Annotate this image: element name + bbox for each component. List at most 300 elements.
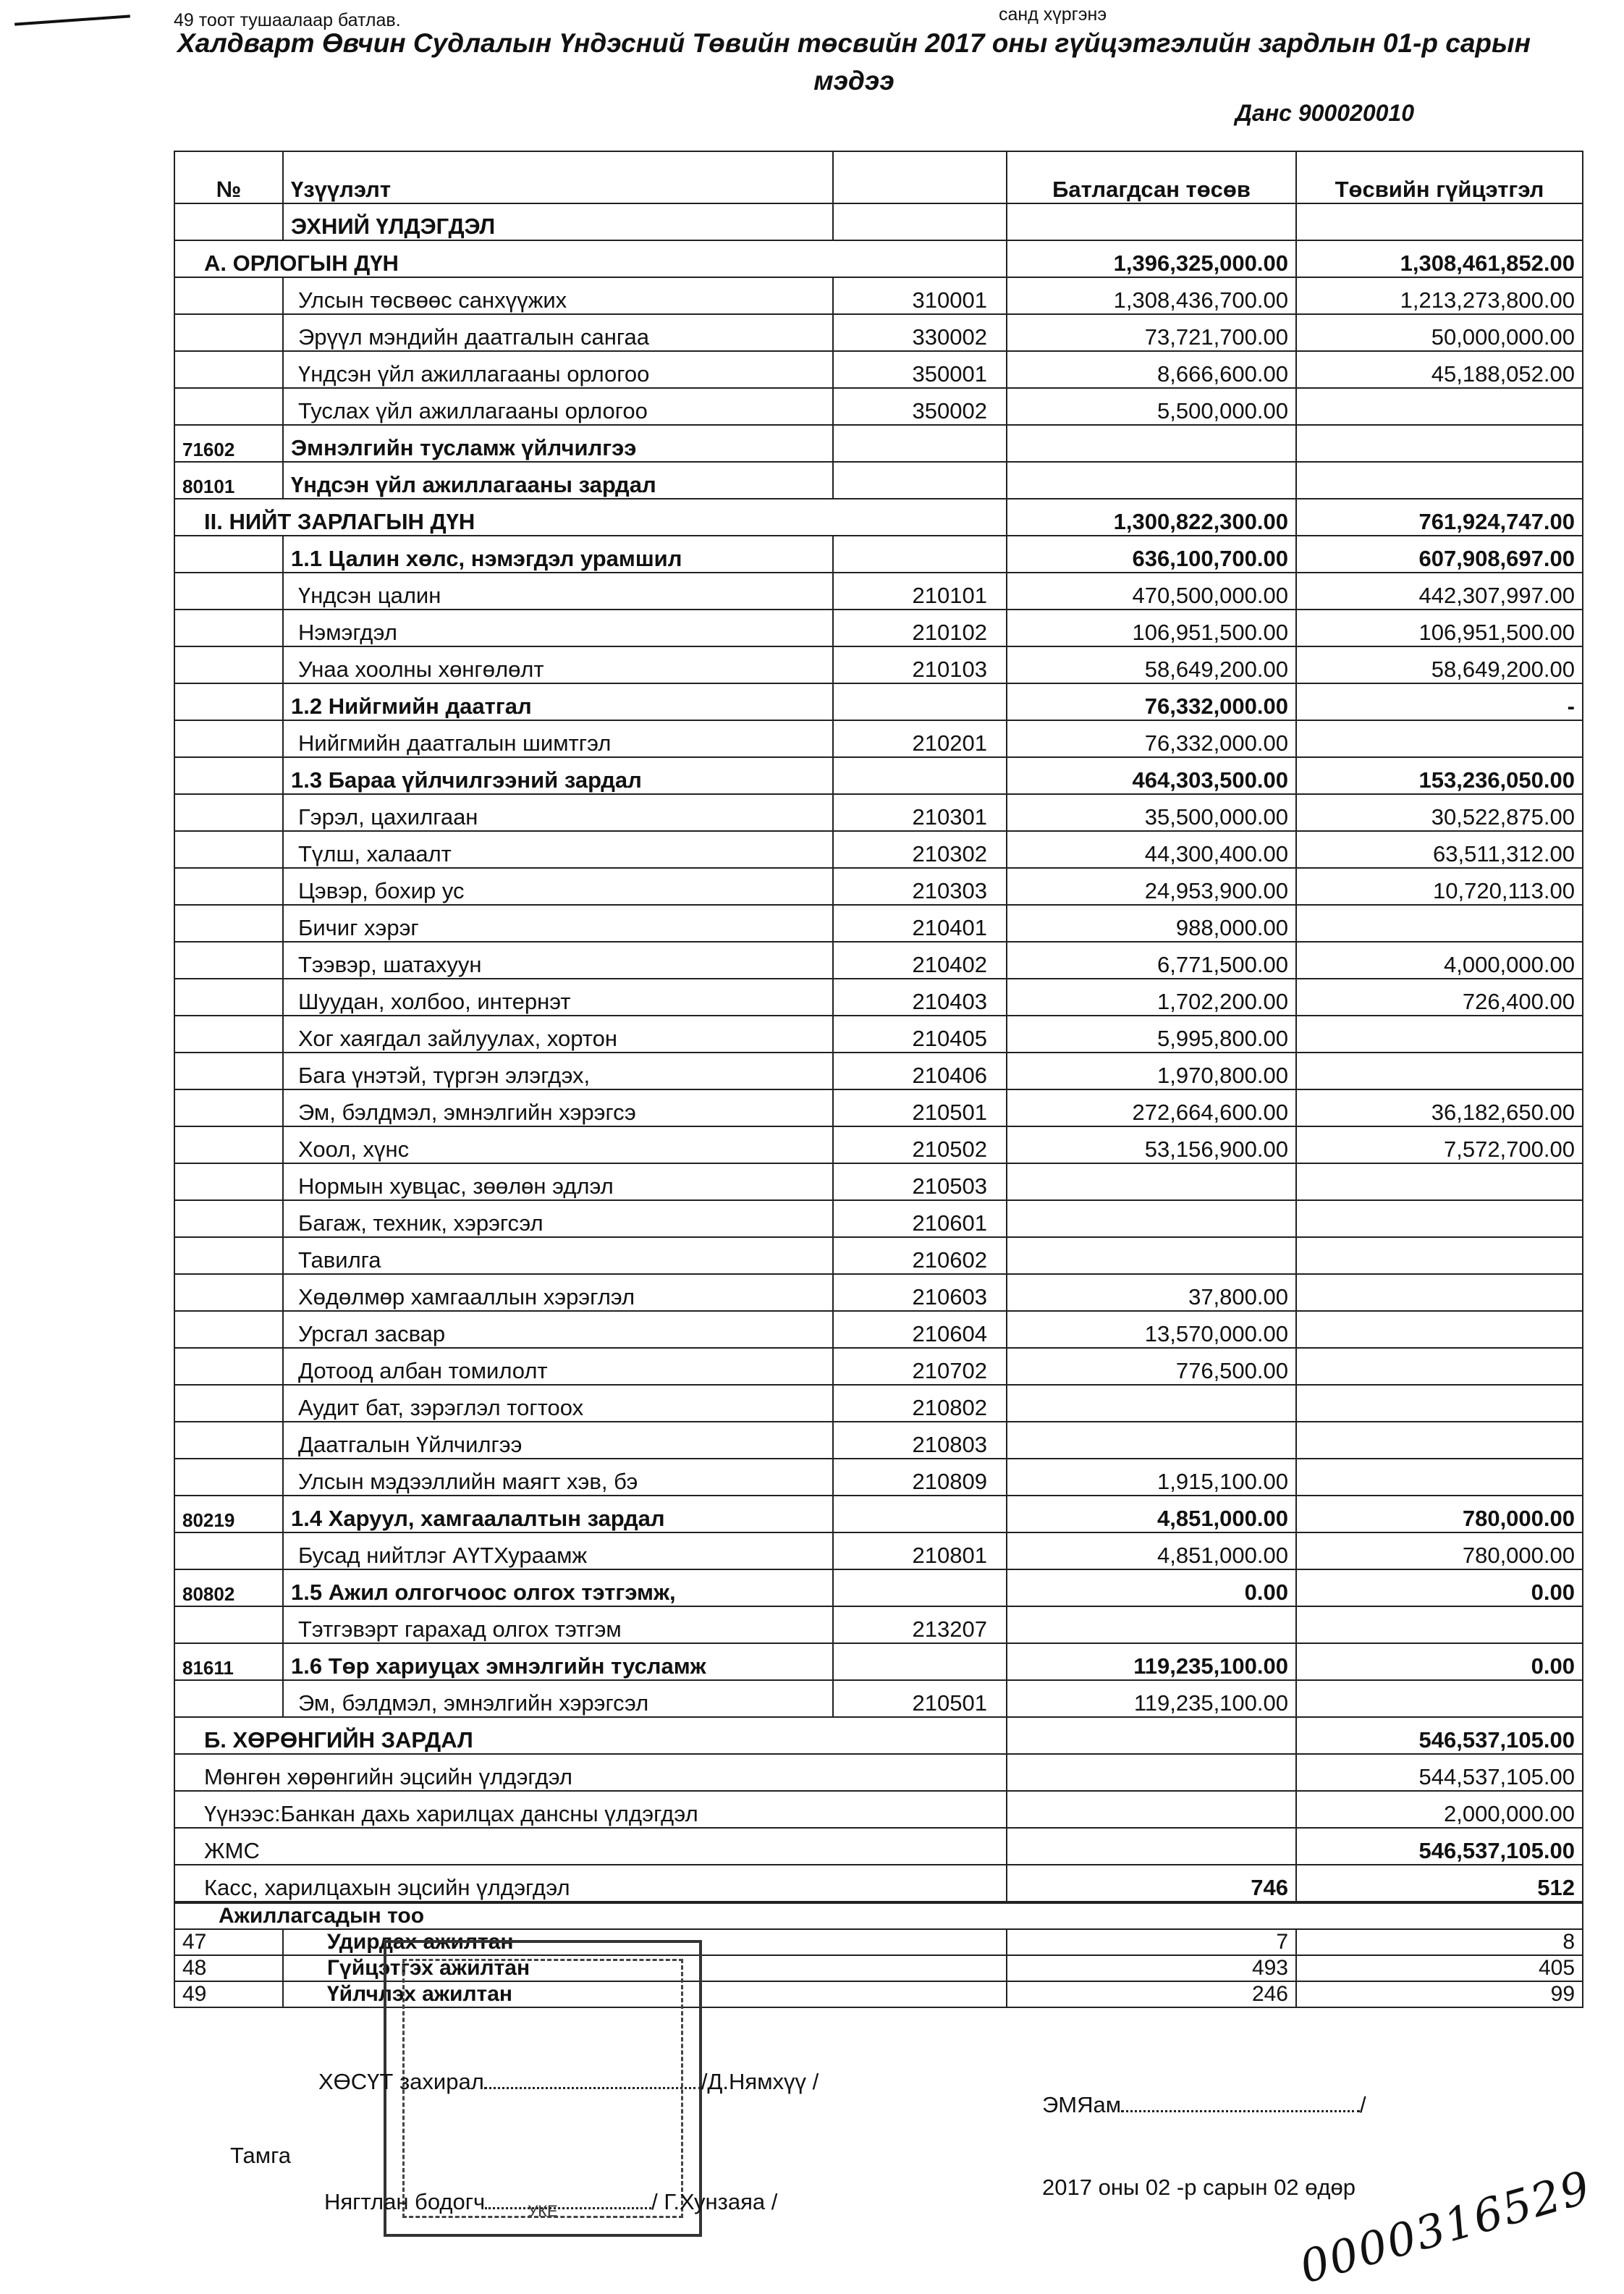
row-approved [1007, 1754, 1296, 1791]
row-number [174, 757, 283, 794]
row-indicator: 1.4 Харуул, хамгаалалтын зардал [283, 1496, 833, 1532]
row-indicator: 1.2 Нийгмийн даатгал [283, 683, 833, 720]
staff-approved: 7 [1007, 1929, 1296, 1955]
director-name: /Д.Нямхүү / [701, 2069, 819, 2094]
row-number [174, 1126, 283, 1163]
row-number [174, 277, 283, 314]
row-code: 210502 [833, 1126, 1007, 1163]
row-number [174, 388, 283, 425]
row-number [174, 536, 283, 573]
row-number [174, 1532, 283, 1569]
table-row [174, 831, 1583, 868]
row-approved [1007, 462, 1296, 499]
staff-approved: 493 [1007, 1955, 1296, 1981]
row-actual [1296, 1459, 1583, 1496]
row-indicator: Эм, бэлдмэл, эмнэлгийн хэрэгсэ [283, 1089, 833, 1126]
row-actual [1296, 1163, 1583, 1200]
row-actual: 106,951,500.00 [1296, 610, 1583, 646]
row-indicator: Мөнгөн хөрөнгийн эцсийн үлдэгдэл [174, 1754, 1007, 1791]
table-row [174, 1828, 1583, 1865]
row-number [174, 720, 283, 757]
staff-title-row [174, 1903, 1583, 1929]
row-indicator: Бага үнэтэй, түргэн элэгдэх, [283, 1053, 833, 1089]
table-row [174, 1053, 1583, 1089]
table-row [174, 1311, 1583, 1348]
row-indicator: Багаж, техник, хэрэгсэл [283, 1200, 833, 1237]
row-code: 210501 [833, 1680, 1007, 1717]
staff-actual: 99 [1296, 1981, 1583, 2007]
row-indicator: 1.1 Цалин хөлс, нэмэгдэл урамшил [283, 536, 833, 573]
row-code: 210403 [833, 979, 1007, 1016]
row-number [174, 979, 283, 1016]
row-indicator: Цэвэр, бохир ус [283, 868, 833, 905]
row-number [174, 1274, 283, 1311]
row-number [174, 831, 283, 868]
director-signature-line [318, 2069, 819, 2095]
accountant-label: Нягтлан бодогч [324, 2189, 486, 2214]
row-actual [1296, 1311, 1583, 1348]
row-code: 210603 [833, 1274, 1007, 1311]
table-row [174, 1126, 1583, 1163]
row-approved: 13,570,000.00 [1007, 1311, 1296, 1348]
row-approved: 776,500.00 [1007, 1348, 1296, 1385]
row-indicator: Үүнээс:Банкан дахь харилцах дансны үлдэгдэл [174, 1791, 1007, 1828]
row-actual: 0.00 [1296, 1643, 1583, 1680]
row-actual: - [1296, 683, 1583, 720]
table-row [174, 499, 1583, 536]
row-number: 80219 [174, 1496, 283, 1532]
accountant-name: / Г.Хунзаяа / [651, 2189, 778, 2214]
row-indicator: ЖМС [174, 1828, 1007, 1865]
row-number: 81611 [174, 1643, 283, 1680]
row-number [174, 610, 283, 646]
row-actual: 546,537,105.00 [1296, 1828, 1583, 1865]
table-row [174, 203, 1583, 240]
table-row [174, 388, 1583, 425]
row-approved [1007, 1163, 1296, 1200]
staff-number: 49 [174, 1981, 283, 2007]
row-number [174, 794, 283, 831]
table-row [174, 868, 1583, 905]
row-indicator: Нормын хувцас, зөөлөн эдлэл [283, 1163, 833, 1200]
report-date: 2017 оны 02 -р сарын 02 өдөр [1042, 2175, 1356, 2200]
row-actual: 36,182,650.00 [1296, 1089, 1583, 1126]
row-indicator: Үндсэн үйл ажиллагааны орлогоо [283, 351, 833, 388]
row-number: 80802 [174, 1569, 283, 1606]
col-number: № [174, 151, 283, 203]
row-code: 350002 [833, 388, 1007, 425]
staff-title: Ажиллагсадын тоо [174, 1903, 1583, 1929]
row-number [174, 1680, 283, 1717]
stamp-text: УКЕ [528, 2202, 558, 2220]
row-actual [1296, 1385, 1583, 1422]
row-number [174, 1385, 283, 1422]
row-indicator: Урсгал засвар [283, 1311, 833, 1348]
seal-label: Тамга [230, 2143, 291, 2168]
row-approved [1007, 1828, 1296, 1865]
staff-actual: 405 [1296, 1955, 1583, 1981]
row-number [174, 1200, 283, 1237]
row-approved [1007, 203, 1296, 240]
row-indicator: Бусад нийтлэг АҮТХураамж [283, 1532, 833, 1569]
row-approved: 5,995,800.00 [1007, 1016, 1296, 1053]
row-actual [1296, 1680, 1583, 1717]
title-line-1: Халдварт Өвчин Судлалын Үндэсний Төвийн төсвийн 2017 оны гүйцэтгэлийн зардлын 01-р сарын [177, 28, 1531, 58]
row-approved: 464,303,500.00 [1007, 757, 1296, 794]
row-indicator: Тавилга [283, 1237, 833, 1274]
row-actual: 1,308,461,852.00 [1296, 240, 1583, 277]
table-row [174, 1089, 1583, 1126]
row-code [833, 1496, 1007, 1532]
row-approved: 35,500,000.00 [1007, 794, 1296, 831]
row-number [174, 1459, 283, 1496]
emy-signature-line [1042, 2092, 1366, 2118]
row-indicator: Тэтгэвэрт гарахад олгох тэтгэм [283, 1606, 833, 1643]
row-actual [1296, 1606, 1583, 1643]
row-indicator: 1.3 Бараа үйлчилгээний зардал [283, 757, 833, 794]
row-indicator: Хог хаягдал зайлуулах, хортон [283, 1016, 833, 1053]
row-code: 210604 [833, 1311, 1007, 1348]
row-actual: 45,188,052.00 [1296, 351, 1583, 388]
row-indicator: Нийгмийн даатгалын шимтгэл [283, 720, 833, 757]
director-label: ХӨСҮТ захирал [318, 2069, 484, 2094]
row-actual [1296, 1200, 1583, 1237]
table-row [174, 1532, 1583, 1569]
row-code: 330002 [833, 314, 1007, 351]
row-approved [1007, 425, 1296, 462]
staff-number: 47 [174, 1929, 283, 1955]
row-code: 210301 [833, 794, 1007, 831]
row-approved: 746 [1007, 1865, 1296, 1902]
row-actual: 63,511,312.00 [1296, 831, 1583, 868]
row-number [174, 351, 283, 388]
table-row [174, 720, 1583, 757]
row-approved: 1,970,800.00 [1007, 1053, 1296, 1089]
row-indicator: Эрүүл мэндийн даатгалын сангаа [283, 314, 833, 351]
row-code: 210601 [833, 1200, 1007, 1237]
row-actual [1296, 1237, 1583, 1274]
table-row [174, 351, 1583, 388]
row-number [174, 1053, 283, 1089]
row-approved [1007, 1385, 1296, 1422]
row-indicator: Касс, харилцахын эцсийн үлдэгдэл [174, 1865, 1007, 1902]
row-indicator: Үндсэн үйл ажиллагааны зардал [283, 462, 833, 499]
row-code [833, 1569, 1007, 1606]
staff-category: Үйлчлэх ажилтан [283, 1981, 1007, 2007]
pen-mark [14, 14, 130, 25]
row-code: 210406 [833, 1053, 1007, 1089]
row-approved: 37,800.00 [1007, 1274, 1296, 1311]
row-code: 210405 [833, 1016, 1007, 1053]
row-actual: 780,000.00 [1296, 1532, 1583, 1569]
row-actual: 512 [1296, 1865, 1583, 1902]
table-row [174, 1680, 1583, 1717]
table-row [174, 942, 1583, 979]
row-approved [1007, 1200, 1296, 1237]
table-row [174, 1496, 1583, 1532]
row-approved: 58,649,200.00 [1007, 646, 1296, 683]
row-number [174, 1422, 283, 1459]
row-approved: 272,664,600.00 [1007, 1089, 1296, 1126]
row-code: 210402 [833, 942, 1007, 979]
row-approved: 106,951,500.00 [1007, 610, 1296, 646]
table-row [174, 1200, 1583, 1237]
table-row [174, 905, 1583, 942]
account-number: Данс 900020010 [1235, 100, 1414, 126]
row-code: 210803 [833, 1422, 1007, 1459]
col-actual: Төсвийн гүйцэтгэл [1296, 151, 1583, 203]
row-number [174, 1163, 283, 1200]
row-code: 210102 [833, 610, 1007, 646]
table-row [174, 610, 1583, 646]
col-approved: Батлагдсан төсөв [1007, 151, 1296, 203]
row-code: 210809 [833, 1459, 1007, 1496]
table-header-row [174, 151, 1583, 203]
table-row [174, 1754, 1583, 1791]
row-code [833, 462, 1007, 499]
row-actual [1296, 1422, 1583, 1459]
row-actual [1296, 425, 1583, 462]
handwritten-number: 0000316529 [1293, 2160, 1597, 2294]
row-indicator: Тээвэр, шатахуун [283, 942, 833, 979]
row-approved: 4,851,000.00 [1007, 1496, 1296, 1532]
row-approved: 8,666,600.00 [1007, 351, 1296, 388]
row-approved: 24,953,900.00 [1007, 868, 1296, 905]
row-approved [1007, 1606, 1296, 1643]
table-row [174, 425, 1583, 462]
row-number [174, 1089, 283, 1126]
row-approved [1007, 1237, 1296, 1274]
table-row [174, 1274, 1583, 1311]
table-row [174, 683, 1583, 720]
row-actual: 50,000,000.00 [1296, 314, 1583, 351]
row-code: 210103 [833, 646, 1007, 683]
row-number [174, 203, 283, 240]
staff-category: Удирдах ажилтан [283, 1929, 1007, 1955]
row-number [174, 942, 283, 979]
table-row [174, 277, 1583, 314]
table-row [174, 1348, 1583, 1385]
row-approved: 76,332,000.00 [1007, 720, 1296, 757]
row-number: 71602 [174, 425, 283, 462]
row-code: 210303 [833, 868, 1007, 905]
row-code: 210201 [833, 720, 1007, 757]
row-code: 210101 [833, 573, 1007, 610]
table-row [174, 794, 1583, 831]
row-actual [1296, 720, 1583, 757]
row-approved: 0.00 [1007, 1569, 1296, 1606]
row-code [833, 203, 1007, 240]
row-code: 210602 [833, 1237, 1007, 1274]
row-code: 210503 [833, 1163, 1007, 1200]
row-approved: 988,000.00 [1007, 905, 1296, 942]
row-indicator: Туслах үйл ажиллагааны орлогоо [283, 388, 833, 425]
row-actual: 442,307,997.00 [1296, 573, 1583, 610]
row-approved [1007, 1422, 1296, 1459]
row-indicator: Унаа хоолны хөнгөлөлт [283, 646, 833, 683]
row-actual [1296, 462, 1583, 499]
row-indicator: II. НИЙТ ЗАРЛАГЫН ДҮН [174, 499, 1007, 536]
table-row [174, 462, 1583, 499]
col-indicator: Үзүүлэлт [283, 151, 833, 203]
row-indicator: Улсын мэдээллийн маягт хэв, бэ [283, 1459, 833, 1496]
document-title [145, 25, 1563, 100]
row-code: 210501 [833, 1089, 1007, 1126]
row-indicator: А. ОРЛОГЫН ДҮН [174, 240, 1007, 277]
accountant-signature-line [324, 2189, 777, 2215]
row-actual [1296, 1016, 1583, 1053]
row-approved [1007, 1791, 1296, 1828]
row-indicator: Нэмэгдэл [283, 610, 833, 646]
table-row [174, 757, 1583, 794]
row-number: 80101 [174, 462, 283, 499]
row-number [174, 314, 283, 351]
row-number [174, 683, 283, 720]
row-approved: 636,100,700.00 [1007, 536, 1296, 573]
row-actual: 544,537,105.00 [1296, 1754, 1583, 1791]
table-row [174, 240, 1583, 277]
row-number [174, 1606, 283, 1643]
row-code [833, 425, 1007, 462]
table-row [174, 1606, 1583, 1643]
row-code [833, 1643, 1007, 1680]
row-indicator: Б. ХӨРӨНГИЙН ЗАРДАЛ [174, 1717, 1007, 1754]
row-actual: 726,400.00 [1296, 979, 1583, 1016]
row-number [174, 646, 283, 683]
row-number [174, 573, 283, 610]
row-number [174, 905, 283, 942]
row-number [174, 868, 283, 905]
row-approved: 53,156,900.00 [1007, 1126, 1296, 1163]
row-approved: 470,500,000.00 [1007, 573, 1296, 610]
row-indicator: Даатгалын Үйлчилгээ [283, 1422, 833, 1459]
staff-approved: 246 [1007, 1981, 1296, 2007]
row-indicator: 1.5 Ажил олгогчоос олгох тэтгэмж, [283, 1569, 833, 1606]
col-code [833, 151, 1007, 203]
row-actual: 2,000,000.00 [1296, 1791, 1583, 1828]
row-actual: 546,537,105.00 [1296, 1717, 1583, 1754]
row-code: 213207 [833, 1606, 1007, 1643]
row-actual: 30,522,875.00 [1296, 794, 1583, 831]
row-approved: 119,235,100.00 [1007, 1643, 1296, 1680]
row-actual: 4,000,000.00 [1296, 942, 1583, 979]
row-indicator: Улсын төсвөөс санхүүжих [283, 277, 833, 314]
delivery-note: санд хүргэнэ [999, 4, 1107, 25]
row-indicator: Бичиг хэрэг [283, 905, 833, 942]
table-row [174, 1163, 1583, 1200]
row-actual: 153,236,050.00 [1296, 757, 1583, 794]
row-code: 210302 [833, 831, 1007, 868]
staff-actual: 8 [1296, 1929, 1583, 1955]
row-actual [1296, 1348, 1583, 1385]
table-row [174, 646, 1583, 683]
row-code: 350001 [833, 351, 1007, 388]
row-actual [1296, 905, 1583, 942]
row-number [174, 1016, 283, 1053]
row-approved: 119,235,100.00 [1007, 1680, 1296, 1717]
row-indicator: Хөдөлмөр хамгааллын хэрэглэл [283, 1274, 833, 1311]
table-row [174, 1459, 1583, 1496]
row-actual: 1,213,273,800.00 [1296, 277, 1583, 314]
staff-number: 48 [174, 1955, 283, 1981]
row-code [833, 757, 1007, 794]
table-row [174, 979, 1583, 1016]
row-indicator: Гэрэл, цахилгаан [283, 794, 833, 831]
row-actual [1296, 1053, 1583, 1089]
row-actual: 58,649,200.00 [1296, 646, 1583, 683]
emy-label: ЭМЯам [1042, 2092, 1122, 2117]
row-indicator: Түлш, халаалт [283, 831, 833, 868]
row-indicator: Эмнэлгийн тусламж үйлчилгээ [283, 425, 833, 462]
row-actual [1296, 1274, 1583, 1311]
table-row [174, 1569, 1583, 1606]
table-row [174, 1791, 1583, 1828]
row-actual: 0.00 [1296, 1569, 1583, 1606]
row-approved: 1,308,436,700.00 [1007, 277, 1296, 314]
row-approved: 5,500,000.00 [1007, 388, 1296, 425]
row-code: 210702 [833, 1348, 1007, 1385]
row-actual: 761,924,747.00 [1296, 499, 1583, 536]
staff-category: Гүйцэтгэх ажилтан [283, 1955, 1007, 1981]
row-approved: 4,851,000.00 [1007, 1532, 1296, 1569]
row-code: 210802 [833, 1385, 1007, 1422]
table-row [174, 1643, 1583, 1680]
row-indicator: Шуудан, холбоо, интернэт [283, 979, 833, 1016]
row-actual: 607,908,697.00 [1296, 536, 1583, 573]
table-row [174, 573, 1583, 610]
row-approved: 76,332,000.00 [1007, 683, 1296, 720]
row-code: 210401 [833, 905, 1007, 942]
title-line-2: мэдээ [813, 66, 895, 96]
row-indicator: Хоол, хүнс [283, 1126, 833, 1163]
table-row [174, 1016, 1583, 1053]
row-actual: 10,720,113.00 [1296, 868, 1583, 905]
row-approved: 6,771,500.00 [1007, 942, 1296, 979]
row-approved: 44,300,400.00 [1007, 831, 1296, 868]
row-approved: 1,396,325,000.00 [1007, 240, 1296, 277]
row-actual: 7,572,700.00 [1296, 1126, 1583, 1163]
row-actual [1296, 388, 1583, 425]
row-indicator: Эм, бэлдмэл, эмнэлгийн хэрэгсэл [283, 1680, 833, 1717]
row-indicator: 1.6 Төр хариуцах эмнэлгийн тусламж [283, 1643, 833, 1680]
table-row [174, 1237, 1583, 1274]
row-indicator: Аудит бат, зэрэглэл тогтоох [283, 1385, 833, 1422]
row-actual [1296, 203, 1583, 240]
table-row [174, 1717, 1583, 1754]
row-number [174, 1237, 283, 1274]
table-row [174, 1422, 1583, 1459]
row-approved [1007, 1717, 1296, 1754]
table-row [174, 314, 1583, 351]
table-row [174, 1385, 1583, 1422]
approval-note: 49 тоот тушаалаар батлав. [174, 10, 401, 30]
table-row [174, 536, 1583, 573]
row-code: 210801 [833, 1532, 1007, 1569]
row-code: 310001 [833, 277, 1007, 314]
emy-end: / [1360, 2092, 1366, 2117]
row-number [174, 1348, 283, 1385]
budget-table [174, 151, 1583, 1902]
row-approved: 1,300,822,300.00 [1007, 499, 1296, 536]
row-indicator: Үндсэн цалин [283, 573, 833, 610]
row-code [833, 536, 1007, 573]
row-code [833, 683, 1007, 720]
row-approved: 1,915,100.00 [1007, 1459, 1296, 1496]
row-approved: 73,721,700.00 [1007, 314, 1296, 351]
row-approved: 1,702,200.00 [1007, 979, 1296, 1016]
row-actual: 780,000.00 [1296, 1496, 1583, 1532]
row-indicator: Дотоод албан томилолт [283, 1348, 833, 1385]
